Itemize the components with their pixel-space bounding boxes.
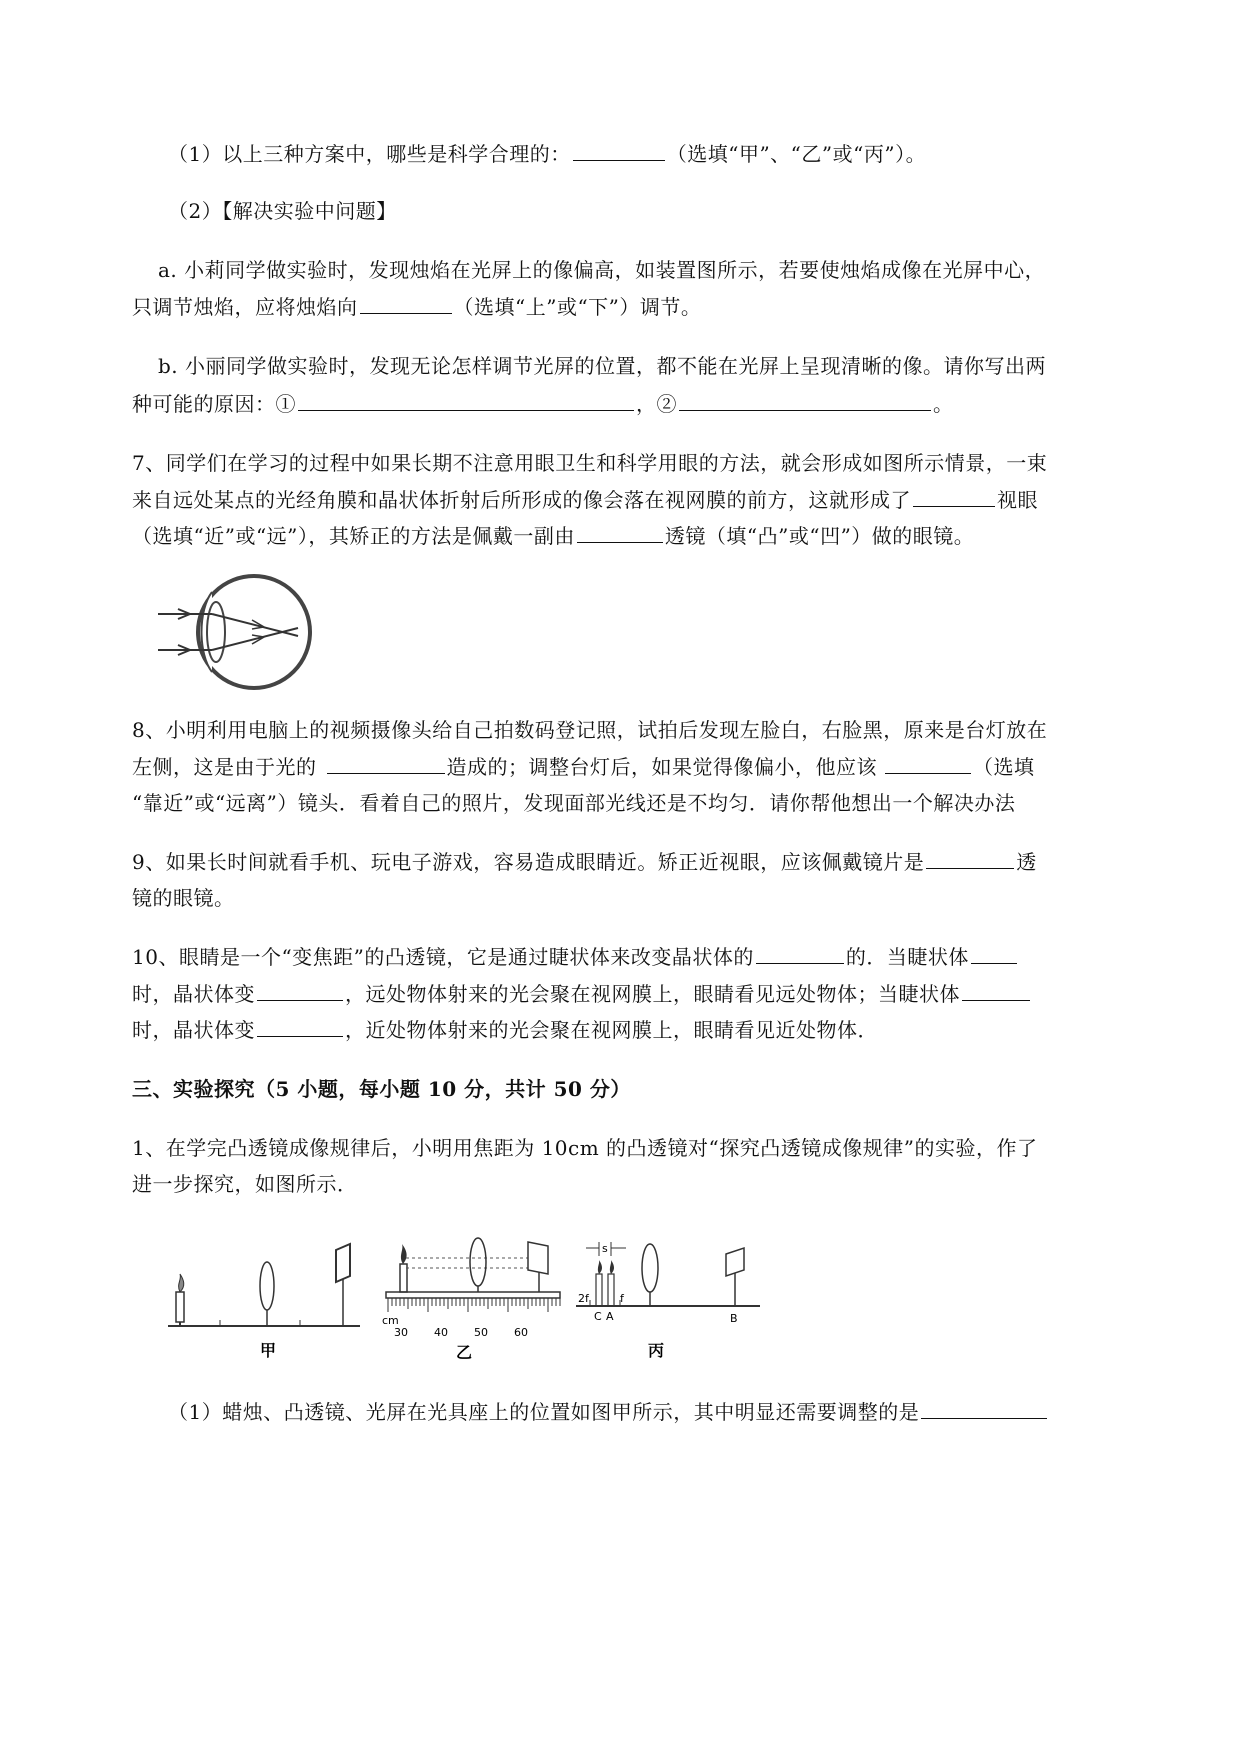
answer-blank[interactable]: [921, 1398, 1047, 1419]
answer-blank[interactable]: [679, 390, 931, 411]
text: （选填: [973, 755, 1035, 779]
text: （1）蜡烛、凸透镜、光屏在光具座上的位置如图甲所示，其中明显还需要调整的是: [168, 1400, 920, 1424]
ruler-tick-label: 40: [434, 1326, 448, 1339]
question-line: [132, 1170, 358, 1198]
answer-blank[interactable]: [360, 293, 452, 314]
text: ，②: [636, 392, 677, 416]
answer-blank[interactable]: [257, 1016, 343, 1037]
text: ，远处物体射来的光会聚在视网膜上，眼睛看见远处物体；当睫状体: [345, 982, 960, 1006]
question-line: [132, 1134, 1038, 1162]
section-heading: [132, 1075, 631, 1103]
answer-blank[interactable]: [913, 486, 995, 507]
text: 透镜（填“凸”或“凹”）做的眼镜。: [664, 524, 975, 548]
question-line: [132, 522, 974, 550]
answer-blank[interactable]: [257, 980, 343, 1001]
text: （2）【解决实验中问题】: [168, 199, 397, 223]
answer-blank[interactable]: [756, 943, 844, 964]
text: ，近处物体射来的光会聚在视网膜上，眼睛看见近处物体．: [345, 1018, 878, 1042]
answer-blank[interactable]: [577, 522, 663, 543]
text: 进一步探究，如图所示．: [132, 1172, 358, 1196]
question-line: [132, 848, 1037, 876]
text: 透: [1016, 850, 1037, 874]
figure-label-jia: 甲: [260, 1341, 277, 1360]
question-line: [158, 352, 1046, 380]
text: 来自远处某点的光经角膜和晶状体折射后所形成的像会落在视网膜的前方，这就形成了: [132, 488, 911, 512]
text: 。: [933, 392, 954, 416]
question-line: [132, 943, 1019, 971]
text: a. 小莉同学做实验时，发现烛焰在光屏上的像偏高，如装置图所示，若要使烛焰成像在光屏中心，: [158, 258, 1046, 282]
text: 的．当睫状体: [845, 945, 969, 969]
question-line: [132, 884, 235, 912]
question-line: [168, 197, 397, 225]
point-c-label: C: [594, 1310, 602, 1323]
text: 视眼: [997, 488, 1038, 512]
text: 三、实验探究（5 小题，每小题 10 分，共计 50 分）: [132, 1077, 631, 1101]
text: 镜的眼镜。: [132, 886, 235, 910]
focus-f-label: f: [620, 1292, 624, 1305]
answer-blank[interactable]: [573, 140, 665, 161]
figure-label-bing: 丙: [648, 1341, 665, 1360]
question-line: [168, 1398, 1049, 1426]
question-line: [158, 256, 1045, 284]
ruler-tick-label: 30: [394, 1326, 408, 1339]
question-line: [132, 390, 954, 418]
point-b-label: B: [730, 1312, 738, 1325]
text: （选填“甲”、“乙”或“丙”）。: [666, 142, 927, 166]
text: 7、同学们在学习的过程中如果长期不注意用眼卫生和科学用眼的方法，就会形成如图所示情景，一束: [132, 451, 1048, 475]
answer-blank[interactable]: [298, 390, 634, 411]
question-line: [132, 716, 1047, 744]
figure-label-yi: 乙: [456, 1343, 473, 1362]
text: 左侧，这是由于光的: [132, 755, 317, 779]
question-line: [132, 486, 1038, 514]
ruler-unit: cm: [382, 1314, 399, 1327]
two-f-label: 2f: [578, 1292, 589, 1305]
figure-bing: [576, 1242, 760, 1360]
text: 10、眼睛是一个“变焦距”的凸透镜，它是通过睫状体来改变晶状体的: [132, 945, 754, 969]
question-line: [168, 140, 926, 168]
question-line: [132, 449, 1047, 477]
text: b. 小丽同学做实验时，发现无论怎样调节光屏的位置，都不能在光屏上呈现清晰的像。请你写出两: [158, 354, 1047, 378]
answer-blank[interactable]: [885, 753, 971, 774]
eye-diagram: [150, 570, 320, 700]
answer-blank[interactable]: [926, 848, 1014, 869]
question-line: [132, 789, 1015, 817]
text: 时，晶状体变: [132, 982, 255, 1006]
text: 时，晶状体变: [132, 1018, 255, 1042]
text: 1、在学完凸透镜成像规律后，小明用焦距为 10cm 的凸透镜对“探究凸透镜成像规律”的实验，作了: [132, 1136, 1038, 1160]
text: 只调节烛焰，应将烛焰向: [132, 295, 358, 319]
answer-blank[interactable]: [327, 753, 445, 774]
question-line: [132, 753, 1035, 781]
answer-blank[interactable]: [971, 943, 1017, 964]
text: 8、小明利用电脑上的视频摄像头给自己拍数码登记照，试拍后发现左脸白，右脸黑，原来是台灯放在: [132, 718, 1048, 742]
text: （选填“上”或“下”）调节。: [453, 295, 702, 319]
answer-blank[interactable]: [962, 980, 1030, 1001]
text: （选填“近”或“远”），其矫正的方法是佩戴一副由: [132, 524, 575, 548]
text: “靠近”或“远离”）镜头．看着自己的照片，发现面部光线还是不均匀．请你帮他想出一个解决办法: [132, 791, 1016, 815]
figure-yi: [382, 1238, 560, 1362]
question-line: [132, 980, 1032, 1008]
text: 造成的；调整台灯后，如果觉得像偏小，他应该: [446, 755, 877, 779]
text: 9、如果长时间就看手机、玩电子游戏，容易造成眼睛近。矫正近视眼，应该佩戴镜片是: [132, 850, 925, 874]
optical-bench-figure: [160, 1228, 860, 1378]
figure-jia: [168, 1244, 360, 1360]
distance-s-label: s: [602, 1242, 608, 1255]
question-line: [132, 293, 701, 321]
text: 种可能的原因：①: [132, 392, 296, 416]
text: （1）以上三种方案中，哪些是科学合理的：: [168, 142, 571, 166]
question-line: [132, 1016, 878, 1044]
ruler-tick-label: 50: [474, 1326, 488, 1339]
point-a-label: A: [606, 1310, 614, 1323]
ruler-tick-label: 60: [514, 1326, 528, 1339]
